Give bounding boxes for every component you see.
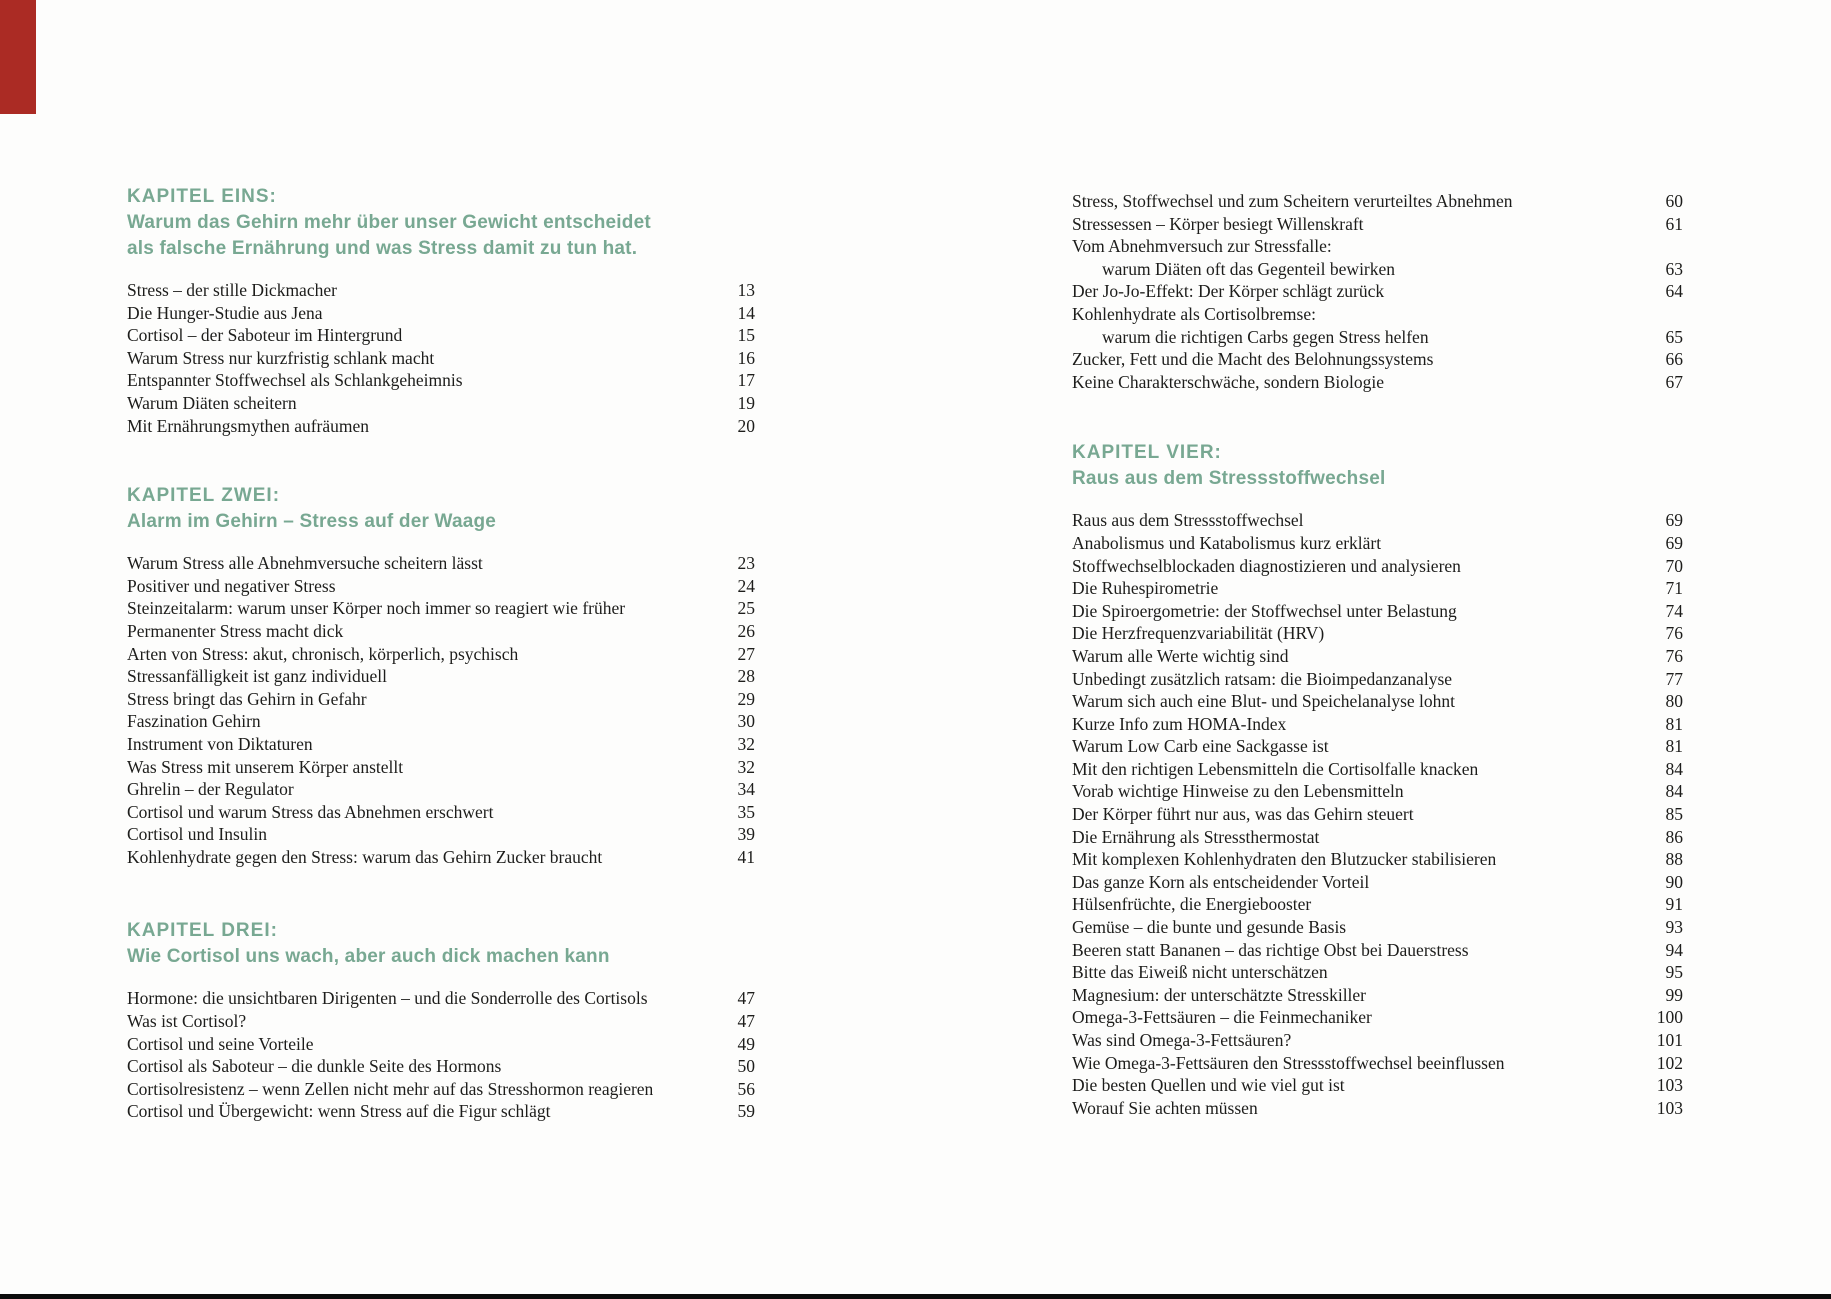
toc-entry xyxy=(127,665,755,688)
toc-entry xyxy=(127,643,755,666)
toc-entry-title: Cortisol und warum Stress das Abnehmen erschwert xyxy=(127,801,494,822)
chapter-label: KAPITEL VIER: xyxy=(1072,442,1222,464)
toc-entry xyxy=(1072,190,1683,213)
toc-entry-title: Arten von Stress: akut, chronisch, körperlich, psychisch xyxy=(127,643,519,664)
toc-entry-page: 23 xyxy=(737,553,755,574)
toc-entry xyxy=(127,1100,755,1123)
toc-entry xyxy=(1072,713,1683,736)
toc-entry-title: Das ganze Korn als entscheidender Vorteil xyxy=(1072,871,1370,892)
chapter-title: Wie Cortisol uns wach, aber auch dick machen kann xyxy=(127,946,610,968)
chapter-label: KAPITEL ZWEI: xyxy=(127,485,281,507)
toc-entry xyxy=(127,324,755,347)
toc-entry xyxy=(127,710,755,733)
toc-entry-title: Mit komplexen Kohlenhydraten den Blutzucker stabilisieren xyxy=(1072,849,1497,870)
toc-entry-page: 99 xyxy=(1665,984,1683,1005)
toc-entry-title: Gemüse – die bunte und gesunde Basis xyxy=(1072,917,1347,938)
toc-entry-title: Mit den richtigen Lebensmitteln die Cortisolfalle knacken xyxy=(1072,758,1479,779)
toc-entry-title: Die Ernährung als Stressthermostat xyxy=(1072,826,1320,847)
toc-entry-page: 81 xyxy=(1665,713,1683,734)
toc-entry-title: Warum Stress alle Abnehmversuche scheitern lässt xyxy=(127,553,483,574)
toc-entry-page: 64 xyxy=(1665,281,1683,302)
toc-entry-list xyxy=(1072,190,1683,393)
toc-entry xyxy=(127,1010,755,1033)
toc-entry xyxy=(1072,984,1683,1007)
toc-entry xyxy=(1072,690,1683,713)
chapter-heading xyxy=(1072,440,1683,492)
toc-entry-page: 101 xyxy=(1656,1030,1683,1050)
toc-entry-title: Warum alle Werte wichtig sind xyxy=(1072,645,1289,666)
toc-entry-page: 16 xyxy=(737,347,755,368)
chapter-title: Raus aus dem Stressstoffwechsel xyxy=(1072,468,1386,490)
toc-entry-page: 90 xyxy=(1665,871,1683,892)
toc-entry-title: Warum Diäten scheitern xyxy=(127,392,297,413)
toc-entry xyxy=(127,1078,755,1101)
toc-entry-title: Positiver und negativer Stress xyxy=(127,575,336,596)
toc-entry xyxy=(127,987,755,1010)
toc-entry xyxy=(1072,258,1683,281)
toc-entry xyxy=(1072,668,1683,691)
toc-entry xyxy=(1072,280,1683,303)
toc-entry xyxy=(1072,1097,1683,1120)
toc-entry-title: Keine Charakterschwäche, sondern Biologie xyxy=(1072,371,1384,392)
toc-entry-page: 100 xyxy=(1656,1007,1683,1028)
toc-entry xyxy=(1072,1006,1683,1029)
toc-entry-page: 76 xyxy=(1665,623,1683,644)
toc-entry xyxy=(1072,893,1683,916)
toc-entry-page: 13 xyxy=(737,280,755,300)
toc-entry-page: 91 xyxy=(1665,894,1683,915)
toc-entry xyxy=(127,733,755,756)
toc-entry-title: Was ist Cortisol? xyxy=(127,1011,247,1032)
toc-entry-title: Warum Stress nur kurzfristig schlank macht xyxy=(127,347,435,368)
toc-entry-title: Cortisol und Übergewicht: wenn Stress auf die Figur schlägt xyxy=(127,1101,551,1122)
toc-entry xyxy=(1072,235,1683,258)
chapter-heading xyxy=(127,184,755,262)
toc-entry-page: 77 xyxy=(1665,668,1683,689)
toc-entry-page: 71 xyxy=(1665,578,1683,599)
toc-entry-page: 19 xyxy=(737,392,755,413)
toc-entry-title: Warum Low Carb eine Sackgasse ist xyxy=(1072,736,1329,757)
toc-entry xyxy=(127,1055,755,1078)
toc-entry-page: 28 xyxy=(737,666,755,687)
toc-entry xyxy=(127,369,755,392)
toc-entry-title: Was sind Omega-3-Fettsäuren? xyxy=(1072,1030,1292,1050)
toc-entry xyxy=(127,801,755,824)
toc-right-column xyxy=(1072,0,1683,1119)
toc-entry-title: Warum sich auch eine Blut- und Speichelanalyse lohnt xyxy=(1072,691,1456,712)
toc-entry-title: Ghrelin – der Regulator xyxy=(127,779,294,800)
toc-entry-title: Stressanfälligkeit ist ganz individuell xyxy=(127,666,388,687)
toc-entry-page: 14 xyxy=(737,302,755,323)
red-bookmark-tab xyxy=(0,0,36,114)
toc-entry-title: Bitte das Eiweiß nicht unterschätzen xyxy=(1072,962,1328,983)
toc-section xyxy=(127,483,755,868)
toc-entry-title: Omega-3-Fettsäuren – die Feinmechaniker xyxy=(1072,1007,1372,1028)
toc-entry xyxy=(127,552,755,575)
toc-entry-title: Wie Omega-3-Fettsäuren den Stressstoffwechsel beeinflussen xyxy=(1072,1052,1505,1073)
toc-entry-page: 20 xyxy=(737,415,755,436)
toc-entry-page: 47 xyxy=(737,1011,755,1032)
toc-entry-page: 85 xyxy=(1665,804,1683,825)
toc-entry-title: Die Herzfrequenzvariabilität (HRV) xyxy=(1072,623,1325,644)
toc-entry-title: Cortisol und Insulin xyxy=(127,824,268,845)
toc-entry xyxy=(1072,371,1683,394)
toc-entry-page: 15 xyxy=(737,325,755,346)
toc-entry-title: Magnesium: der unterschätzte Stresskiller xyxy=(1072,984,1367,1005)
toc-entry-page: 103 xyxy=(1656,1097,1683,1118)
toc-entry-title: Stress, Stoffwechsel und zum Scheitern verurteiltes Abnehmen xyxy=(1072,191,1513,211)
toc-entry-title: Vom Abnehmversuch zur Stressfalle: xyxy=(1072,236,1332,257)
toc-entry-title: Instrument von Diktaturen xyxy=(127,733,313,754)
toc-entry-title: Was Stress mit unserem Körper anstellt xyxy=(127,756,404,777)
toc-entry-title: Worauf Sie achten müssen xyxy=(1072,1097,1258,1118)
toc-entry-page: 26 xyxy=(737,620,755,641)
toc-entry xyxy=(127,846,755,869)
toc-entry-page: 50 xyxy=(737,1056,755,1077)
toc-entry-title: Cortisol und seine Vorteile xyxy=(127,1033,314,1054)
toc-entry xyxy=(127,302,755,325)
toc-entry xyxy=(127,415,755,438)
toc-entry-page: 103 xyxy=(1656,1075,1683,1096)
toc-entry xyxy=(127,347,755,370)
toc-entry-title: Der Körper führt nur aus, was das Gehirn steuert xyxy=(1072,804,1414,825)
toc-entry-title: Die Spiroergometrie: der Stoffwechsel unter Belastung xyxy=(1072,600,1457,621)
toc-entry-page: 41 xyxy=(737,846,755,867)
toc-entry-page: 17 xyxy=(737,370,755,391)
toc-entry-page: 76 xyxy=(1665,645,1683,666)
toc-entry-title: Kurze Info zum HOMA-Index xyxy=(1072,713,1287,734)
toc-entry xyxy=(1072,577,1683,600)
toc-entry-page: 86 xyxy=(1665,826,1683,847)
toc-entry xyxy=(1072,916,1683,939)
toc-entry xyxy=(1072,555,1683,578)
toc-entry xyxy=(1072,326,1683,349)
toc-entry-page: 39 xyxy=(737,824,755,845)
toc-entry-title: Anabolismus und Katabolismus kurz erklärt xyxy=(1072,532,1382,553)
toc-entry-page: 84 xyxy=(1665,781,1683,802)
toc-left-column xyxy=(127,0,755,1123)
toc-entry-title: Raus aus dem Stressstoffwechsel xyxy=(1072,510,1304,531)
chapter-title: als falsche Ernährung und was Stress damit zu tun hat. xyxy=(127,238,638,259)
toc-entry-page: 74 xyxy=(1665,600,1683,621)
chapter-title: Alarm im Gehirn – Stress auf der Waage xyxy=(127,511,497,533)
toc-section xyxy=(1072,190,1683,393)
toc-entry-title: Hormone: die unsichtbaren Dirigenten – und die Sonderrolle des Cortisols xyxy=(127,988,648,1009)
toc-entry-page: 27 xyxy=(737,643,755,664)
toc-entry xyxy=(1072,758,1683,781)
toc-section xyxy=(127,184,755,437)
toc-entry-page: 95 xyxy=(1665,962,1683,983)
toc-entry xyxy=(1072,1052,1683,1075)
toc-entry-title: warum die richtigen Carbs gegen Stress helfen xyxy=(1102,326,1429,347)
toc-entry-title: Kohlenhydrate gegen den Stress: warum das Gehirn Zucker braucht xyxy=(127,846,603,867)
toc-entry xyxy=(127,597,755,620)
toc-entry-page: 32 xyxy=(737,756,755,777)
toc-entry-title: Cortisol – der Saboteur im Hintergrund xyxy=(127,325,403,346)
toc-entry-page: 25 xyxy=(737,598,755,619)
page-bottom-edge xyxy=(0,1294,1831,1299)
toc-entry-page: 59 xyxy=(737,1101,755,1122)
toc-entry xyxy=(127,392,755,415)
toc-entry-title: Der Jo-Jo-Effekt: Der Körper schlägt zurück xyxy=(1072,281,1385,302)
toc-entry-page: 80 xyxy=(1665,691,1683,712)
toc-entry-title: Mit Ernährungsmythen aufräumen xyxy=(127,415,370,436)
toc-entry xyxy=(1072,1029,1683,1052)
toc-entry-page: 70 xyxy=(1665,555,1683,576)
chapter-label: KAPITEL DREI: xyxy=(127,920,278,942)
toc-entry xyxy=(1072,826,1683,849)
toc-entry xyxy=(1072,780,1683,803)
toc-entry xyxy=(1072,961,1683,984)
toc-entry-title: Beeren statt Bananen – das richtige Obst bei Dauerstress xyxy=(1072,939,1469,960)
toc-entry-title: Kohlenhydrate als Cortisolbremse: xyxy=(1072,303,1316,324)
toc-entry xyxy=(1072,532,1683,555)
toc-entry-page: 30 xyxy=(737,711,755,732)
toc-entry-title: Stressessen – Körper besiegt Willenskraft xyxy=(1072,213,1364,234)
toc-entry-page: 60 xyxy=(1665,191,1683,211)
toc-entry xyxy=(127,778,755,801)
toc-entry xyxy=(127,620,755,643)
toc-section xyxy=(1072,440,1683,1119)
toc-entry xyxy=(1072,803,1683,826)
toc-entry-title: Die Ruhespirometrie xyxy=(1072,578,1219,599)
toc-entry-page: 88 xyxy=(1665,849,1683,870)
toc-entry xyxy=(1072,348,1683,371)
toc-section xyxy=(127,918,755,1123)
toc-entry-page: 84 xyxy=(1665,758,1683,779)
toc-entry xyxy=(1072,622,1683,645)
toc-entry xyxy=(127,1033,755,1056)
toc-entry xyxy=(1072,1074,1683,1097)
toc-entry-page: 65 xyxy=(1665,326,1683,347)
toc-entry-page: 24 xyxy=(737,575,755,596)
toc-entry-page: 69 xyxy=(1665,510,1683,531)
toc-entry-title: Die besten Quellen und wie viel gut ist xyxy=(1072,1075,1345,1096)
chapter-label: KAPITEL EINS: xyxy=(127,186,277,207)
toc-entry-page: 67 xyxy=(1665,371,1683,392)
toc-entry-page: 56 xyxy=(737,1078,755,1099)
toc-entry-page: 66 xyxy=(1665,349,1683,370)
toc-entry xyxy=(1072,509,1683,532)
toc-entry-page: 81 xyxy=(1665,736,1683,757)
toc-entry-page: 34 xyxy=(737,779,755,800)
toc-entry xyxy=(127,823,755,846)
toc-entry-title: Hülsenfrüchte, die Energiebooster xyxy=(1072,894,1312,915)
toc-entry-page: 94 xyxy=(1665,939,1683,960)
toc-entry xyxy=(127,575,755,598)
toc-entry-page: 61 xyxy=(1665,213,1683,234)
toc-entry xyxy=(1072,213,1683,236)
toc-entry xyxy=(1072,600,1683,623)
toc-entry-page: 49 xyxy=(737,1033,755,1054)
toc-entry-title: Entspannter Stoffwechsel als Schlankgeheimnis xyxy=(127,370,463,391)
toc-entry-list xyxy=(1072,509,1683,1119)
chapter-title: Warum das Gehirn mehr über unser Gewicht entscheidet xyxy=(127,212,651,233)
toc-entry-title: Faszination Gehirn xyxy=(127,711,261,732)
toc-entry-page: 102 xyxy=(1656,1052,1683,1073)
toc-entry-page: 69 xyxy=(1665,532,1683,553)
toc-entry-title: Stress bringt das Gehirn in Gefahr xyxy=(127,688,367,709)
toc-entry xyxy=(127,756,755,779)
toc-entry-page: 63 xyxy=(1665,258,1683,279)
toc-entry-page: 35 xyxy=(737,801,755,822)
toc-entry xyxy=(127,279,755,302)
toc-entry xyxy=(1072,735,1683,758)
toc-entry-list xyxy=(127,987,755,1123)
toc-entry xyxy=(127,688,755,711)
toc-entry-title: Steinzeitalarm: warum unser Körper noch immer so reagiert wie früher xyxy=(127,598,626,619)
toc-entry-page: 32 xyxy=(737,733,755,754)
toc-entry-title: Die Hunger-Studie aus Jena xyxy=(127,302,323,323)
toc-entry-title: Cortisol als Saboteur – die dunkle Seite des Hormons xyxy=(127,1056,502,1077)
toc-entry xyxy=(1072,939,1683,962)
toc-entry xyxy=(1072,848,1683,871)
toc-entry-title: Stoffwechselblockaden diagnostizieren und analysieren xyxy=(1072,555,1461,576)
chapter-heading xyxy=(127,483,755,535)
toc-entry-title: Vorab wichtige Hinweise zu den Lebensmitteln xyxy=(1072,781,1404,802)
toc-entry-page: 29 xyxy=(737,688,755,709)
toc-entry-list xyxy=(127,552,755,868)
toc-entry-page: 93 xyxy=(1665,917,1683,938)
toc-entry-title: Stress – der stille Dickmacher xyxy=(127,280,337,300)
toc-entry-list xyxy=(127,279,755,437)
toc-entry-title: Permanenter Stress macht dick xyxy=(127,620,344,641)
toc-entry xyxy=(1072,303,1683,326)
toc-entry xyxy=(1072,871,1683,894)
toc-entry-title: Unbedingt zusätzlich ratsam: die Bioimpedanzanalyse xyxy=(1072,668,1453,689)
toc-entry-page: 47 xyxy=(737,988,755,1009)
toc-entry-title: Cortisolresistenz – wenn Zellen nicht mehr auf das Stresshormon reagieren xyxy=(127,1078,654,1099)
toc-entry xyxy=(1072,645,1683,668)
toc-entry-title: Zucker, Fett und die Macht des Belohnungssystems xyxy=(1072,349,1434,370)
chapter-heading xyxy=(127,918,755,970)
toc-entry-title: warum Diäten oft das Gegenteil bewirken xyxy=(1102,258,1396,279)
